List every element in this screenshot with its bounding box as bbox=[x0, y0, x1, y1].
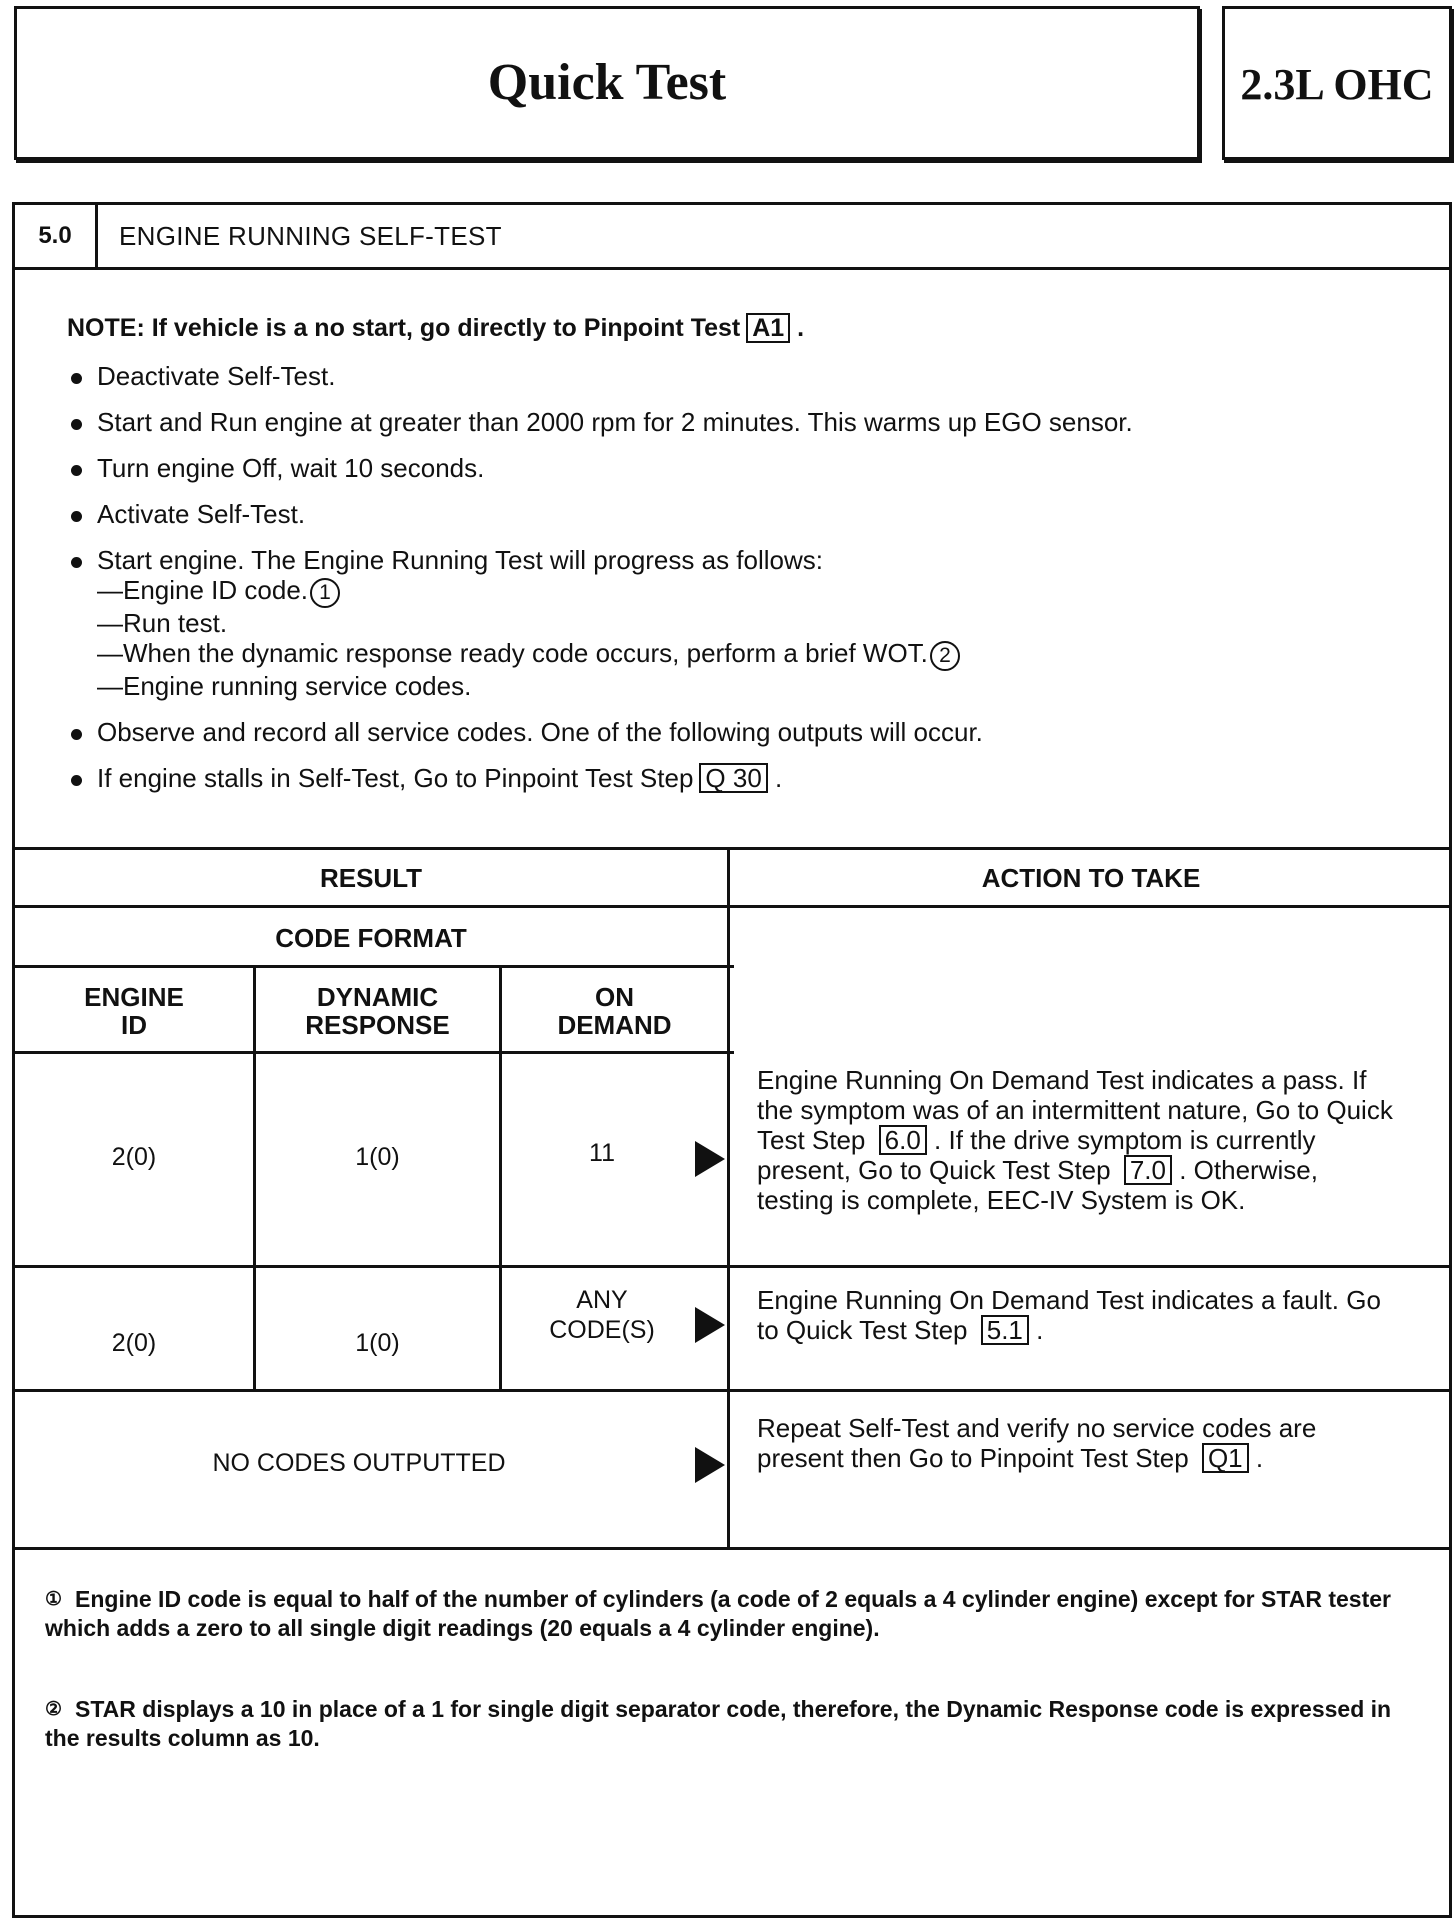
step-number: 5.0 bbox=[38, 222, 72, 249]
note-ref: A1 bbox=[746, 313, 790, 343]
arrow-icon bbox=[695, 1141, 725, 1177]
footnote-2: ② STAR displays a 10 in place of a 1 for single digit separator code, therefore, the Dynamic Response code is expressed in the results column as 10. bbox=[45, 1696, 1392, 1751]
list-item: Deactivate Self-Test. bbox=[65, 361, 1425, 391]
engine-label: 2.3L OHC bbox=[1240, 60, 1434, 109]
footnote-marker-2: 2 bbox=[930, 641, 960, 671]
sub-item: —Engine ID code. 1 bbox=[97, 575, 1425, 608]
step-ref: 7.0 bbox=[1124, 1155, 1172, 1185]
result-header: RESULT bbox=[319, 863, 423, 893]
note bbox=[67, 313, 804, 343]
sub-item: —When the dynamic response ready code occurs, perform a brief WOT. 2 bbox=[97, 638, 1425, 671]
procedure-list bbox=[65, 361, 1425, 809]
divider bbox=[15, 1265, 1449, 1268]
title-box bbox=[14, 6, 1200, 160]
arrow-icon bbox=[695, 1307, 725, 1343]
divider bbox=[15, 1051, 734, 1054]
page-title: Quick Test bbox=[487, 54, 727, 111]
list-item: If engine stalls in Self-Test, Go to Pinpoint Test Step Q 30 . bbox=[65, 763, 1425, 793]
row2-on-demand: ANY CODE(S) bbox=[549, 1286, 655, 1344]
row1-action: Engine Running On Demand Test indicates a pass. If the symptom was of an intermittent nature, Go to Quick Test Step 6.0 . If the drive symptom is currently present, Go to Quick Test Step 7.0 . Otherwise, testing is complete, EEC-IV System is OK. bbox=[757, 1065, 1393, 1215]
row1-on-demand: 11 bbox=[589, 1139, 615, 1167]
col-dynamic-response: DYNAMIC RESPONSE bbox=[305, 982, 450, 1040]
list-item: Turn engine Off, wait 10 seconds. bbox=[65, 453, 1425, 483]
step-ref: Q 30 bbox=[699, 763, 767, 793]
divider bbox=[95, 205, 98, 267]
action-header: ACTION TO TAKE bbox=[981, 863, 1201, 893]
row1-engine-id: 2(0) bbox=[111, 1143, 157, 1171]
row2-engine-id: 2(0) bbox=[111, 1329, 157, 1357]
row2-action: Engine Running On Demand Test indicates a fault. Go to Quick Test Step 5.1 . bbox=[757, 1285, 1381, 1345]
engine-label-box bbox=[1222, 6, 1452, 160]
step-title: ENGINE RUNNING SELF-TEST bbox=[119, 221, 502, 251]
note-text: NOTE: If vehicle is a no start, go directly to Pinpoint Test bbox=[67, 314, 741, 342]
row3-result: NO CODES OUTPUTTED bbox=[212, 1449, 506, 1477]
list-item: Activate Self-Test. bbox=[65, 499, 1425, 529]
row2-dynamic: 1(0) bbox=[355, 1329, 400, 1357]
list-item: Observe and record all service codes. One of the following outputs will occur. bbox=[65, 717, 1425, 747]
note-end: . bbox=[797, 314, 805, 342]
footnote-marker-1: 1 bbox=[310, 578, 340, 608]
arrow-icon bbox=[695, 1447, 725, 1483]
divider bbox=[15, 847, 1449, 850]
divider bbox=[15, 1547, 1449, 1550]
row3-action: Repeat Self-Test and verify no service codes are present then Go to Pinpoint Test Step Q1 . bbox=[757, 1413, 1317, 1473]
row1-dynamic: 1(0) bbox=[355, 1143, 400, 1171]
divider bbox=[15, 965, 734, 968]
divider bbox=[15, 267, 1449, 270]
sub-item: —Engine running service codes. bbox=[97, 671, 472, 701]
col-on-demand: ON DEMAND bbox=[557, 982, 672, 1040]
divider bbox=[15, 1389, 1449, 1392]
step-ref: 5.1 bbox=[981, 1315, 1029, 1345]
sub-item: —Run test. bbox=[97, 608, 228, 638]
list-item: Start engine. The Engine Running Test will progress as follows: —Engine ID code. 1 —Run test. —When the dynamic response ready code occurs, perform a brief WOT. 2 —Engine running service codes. bbox=[65, 545, 1425, 701]
code-format-header: CODE FORMAT bbox=[275, 923, 467, 953]
list-item: Start and Run engine at greater than 2000 rpm for 2 minutes. This warms up EGO sensor. bbox=[65, 407, 1425, 437]
col-engine-id: ENGINE ID bbox=[84, 982, 184, 1040]
divider bbox=[727, 847, 730, 1547]
step-ref: Q1 bbox=[1202, 1443, 1249, 1473]
test-step-panel bbox=[12, 202, 1452, 1918]
divider bbox=[15, 905, 1449, 908]
step-ref: 6.0 bbox=[879, 1125, 927, 1155]
footnote-1: ① Engine ID code is equal to half of the number of cylinders (a code of 2 equals a 4 cylinder engine) except for STAR tester which adds a zero to all single digit readings (20 equals a 4 cylinder engine). bbox=[45, 1586, 1391, 1641]
